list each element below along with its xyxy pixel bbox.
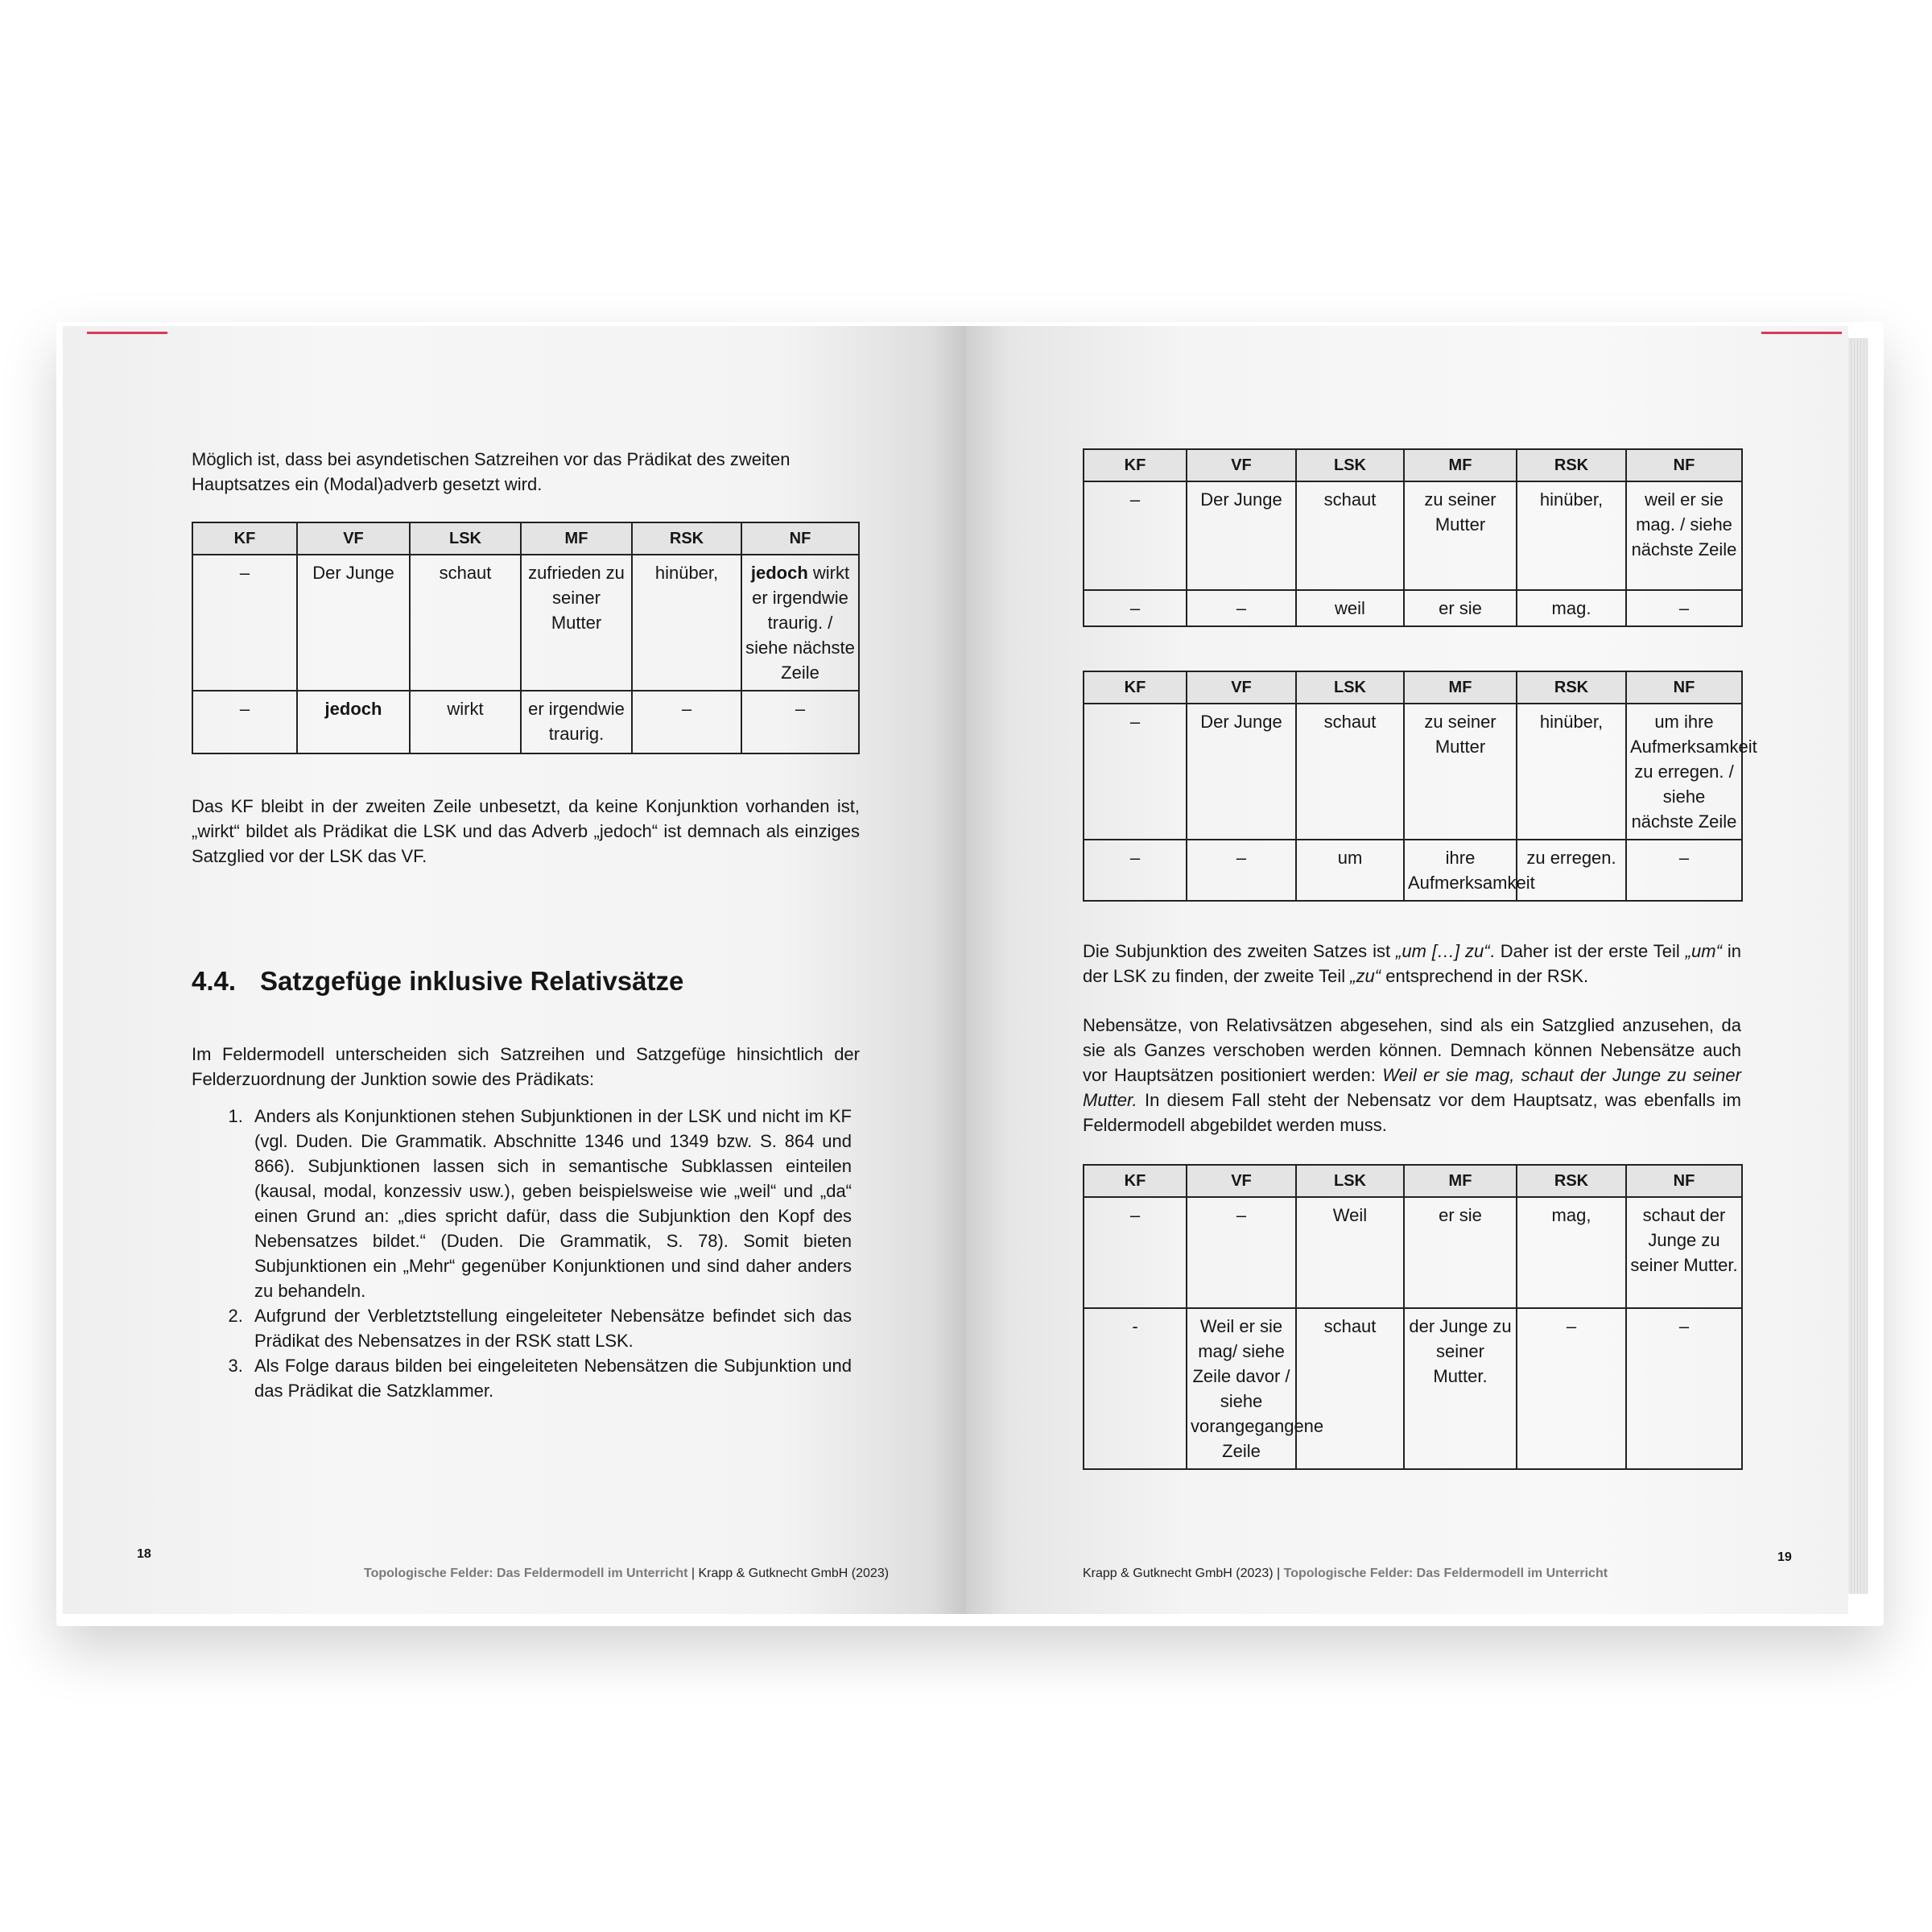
right-field-table-1 — [1083, 448, 1743, 627]
right-field-table-3 — [1083, 1164, 1743, 1470]
table-row — [192, 555, 859, 691]
cell-rsk: hinüber, — [1517, 481, 1626, 590]
cell-rsk: hinüber, — [632, 555, 741, 691]
italic-text: Weil er sie mag, schaut der Junge zu seiner Mutter. — [1083, 1065, 1741, 1110]
cell-nf: schaut der Junge zu seiner Mutter. — [1626, 1197, 1742, 1308]
right-footer — [1083, 1567, 1608, 1581]
list-item: 1. Anders als Konjunktionen stehen Subjunktionen in der LSK und nicht im KF (vgl. Duden. Die Grammatik. Abschnitte 1346 und 1349 bzw. S. 864 und 866). Subjunktionen lassen sich in semantische Subklassen einteilen (kausal, modal, konzessiv usw.), geben beispielsweise wie „weil“ und „da“ einen Grund an: „dies spricht dafür, dass die Subjunktion den Kopf des Nebensatzes bildet.“ (Duden. Die Grammatik, S. 78). Somit bieten Subjunktionen ein „Mehr“ gegenüber Konjunktionen und sind daher anders zu behandeln. — [248, 1104, 852, 1303]
header-lsk: LSK — [1296, 1165, 1404, 1197]
right-page-accent-line — [1761, 332, 1842, 334]
cell-kf: – — [1084, 704, 1187, 840]
table-row — [1084, 481, 1742, 590]
text: Nebensätze, von Relativsätzen abgesehen, sind als ein Satzglied anzusehen, da sie als Ganzes verschoben werden können. Demnach können Nebensätze auch vor Hauptsätzen positioniert werden: — [1083, 1015, 1741, 1085]
left-after-table-paragraph: Das KF bleibt in der zweiten Zeile unbesetzt, da keine Konjunktion vorhanden ist, „wirkt“ bildet als Prädikat die LSK und das Adverb „jedoch“ ist demnach als einziges Satzglied vor der LSK das VF. — [192, 796, 860, 866]
left-intro-paragraph: Möglich ist, dass bei asyndetischen Satzreihen vor das Prädikat des zweiten Hauptsatzes ein (Modal)adverb gesetzt wird. — [192, 449, 791, 494]
cell-kf: - — [1084, 1308, 1187, 1469]
cell-lsk: wirkt — [410, 691, 521, 753]
cell-mf: er sie — [1404, 1197, 1517, 1308]
cell-vf: Der Junge — [1187, 704, 1296, 840]
header-kf: KF — [1084, 1165, 1187, 1197]
header-vf: VF — [297, 522, 410, 555]
footer-publisher: Krapp & Gutknecht GmbH (2023) — [698, 1567, 890, 1580]
header-lsk: LSK — [1296, 449, 1404, 481]
cell-nf: weil er sie mag. / siehe nächste Zeile — [1626, 481, 1742, 590]
header-lsk: LSK — [410, 522, 521, 555]
header-vf: VF — [1187, 671, 1296, 704]
text: . Daher ist der erste Teil — [1489, 941, 1686, 961]
nf-text: wirkt er irgendwie traurig. / siehe nächste Zeile — [745, 563, 855, 683]
cell-mf: er sie — [1404, 590, 1517, 626]
cell-nf: – — [1626, 590, 1742, 626]
right-field-table-2 — [1083, 671, 1757, 902]
header-nf: NF — [1626, 449, 1742, 481]
cell-rsk: zu erregen. — [1517, 840, 1626, 901]
header-mf: MF — [1404, 449, 1517, 481]
cell-kf: – — [1084, 590, 1187, 626]
header-mf: MF — [1404, 1165, 1517, 1197]
cell-rsk: mag, — [1517, 1197, 1626, 1308]
table-row — [1084, 840, 1742, 901]
cell-mf: zu seiner Mutter — [1404, 481, 1517, 590]
header-mf: MF — [1404, 671, 1517, 704]
italic-text: „um“ — [1685, 941, 1722, 961]
cell-kf: – — [1084, 840, 1187, 901]
cell-lsk: schaut — [410, 555, 521, 691]
table-header-row — [1084, 1165, 1742, 1197]
header-rsk: RSK — [632, 522, 741, 555]
header-nf: NF — [1626, 1165, 1742, 1197]
cell-rsk: hinüber, — [1517, 704, 1626, 840]
cell-lsk: weil — [1296, 590, 1404, 626]
cell-vf: jedoch — [297, 691, 410, 753]
footer-publisher: Krapp & Gutknecht GmbH (2023) — [1083, 1567, 1274, 1580]
cell-kf: – — [192, 691, 297, 753]
numbered-list — [216, 1104, 852, 1403]
list-item: 3. Als Folge daraus bilden bei eingeleiteten Nebensätzen die Subjunktion und das Prädikat die Satzklammer. — [248, 1353, 852, 1403]
cell-vf: – — [1187, 840, 1296, 901]
cell-kf: – — [1084, 1197, 1187, 1308]
cell-rsk: mag. — [1517, 590, 1626, 626]
table-row — [192, 691, 859, 753]
cell-kf: – — [1084, 481, 1187, 590]
cell-lsk: um — [1296, 840, 1404, 901]
table-header-row — [1084, 449, 1742, 481]
cell-rsk: – — [1517, 1308, 1626, 1469]
text: Die Subjunktion des zweiten Satzes ist — [1083, 941, 1397, 961]
cell-mf: ihre Aufmerksamkeit — [1404, 840, 1517, 901]
cell-mf: zufrieden zu seiner Mutter — [521, 555, 632, 691]
table-row — [1084, 1197, 1742, 1308]
header-rsk: RSK — [1517, 1165, 1626, 1197]
section-heading — [192, 966, 860, 997]
cell-vf: Weil er sie mag/ siehe Zeile davor / siehe vorangegangene Zeile — [1187, 1308, 1296, 1469]
cell-mf: zu seiner Mutter — [1404, 704, 1517, 840]
header-nf: NF — [741, 522, 859, 555]
footer-separator: | — [1273, 1567, 1284, 1580]
left-footer — [364, 1567, 889, 1581]
header-vf: VF — [1187, 449, 1296, 481]
section-title: Satzgefüge inklusive Relativsätze — [260, 966, 684, 996]
cell-vf: – — [1187, 590, 1296, 626]
italic-text: „zu“ — [1350, 966, 1381, 986]
footer-separator: | — [687, 1567, 699, 1580]
nf-bold-text: jedoch — [750, 563, 808, 583]
cell-mf: der Junge zu seiner Mutter. — [1404, 1308, 1517, 1469]
cell-vf: – — [1187, 1197, 1296, 1308]
cell-nf: – — [741, 691, 859, 753]
cell-nf: um ihre Aufmerksamkeit zu erregen. / siehe nächste Zeile — [1626, 704, 1742, 840]
header-rsk: RSK — [1517, 671, 1626, 704]
header-nf: NF — [1626, 671, 1742, 704]
cell-lsk: schaut — [1296, 704, 1404, 840]
cell-rsk: – — [632, 691, 741, 753]
header-lsk: LSK — [1296, 671, 1404, 704]
footer-title: Topologische Felder: Das Feldermodell im Unterricht — [1283, 1567, 1608, 1580]
text: In diesem Fall steht der Nebensatz vor dem Hauptsatz, was ebenfalls im Feldermodell abgebildet werden muss. — [1083, 1090, 1741, 1135]
left-page-accent-line — [87, 332, 167, 334]
cell-lsk: schaut — [1296, 481, 1404, 590]
right-page-number: 19 — [1777, 1550, 1792, 1564]
header-kf: KF — [1084, 671, 1187, 704]
header-vf: VF — [1187, 1165, 1296, 1197]
left-field-table — [192, 522, 860, 754]
cell-mf: er irgendwie traurig. — [521, 691, 632, 753]
cell-nf: – — [1626, 840, 1742, 901]
left-page-number: 18 — [137, 1547, 151, 1561]
page-edges — [1848, 338, 1868, 1594]
cell-nf — [741, 555, 859, 691]
text: in der LSK zu finden, der zweite Teil — [1083, 941, 1741, 986]
table-row — [1084, 704, 1742, 840]
italic-text: „um […] zu“ — [1396, 941, 1490, 961]
header-kf: KF — [192, 522, 297, 555]
header-kf: KF — [1084, 449, 1187, 481]
text: entsprechend in der RSK. — [1381, 966, 1589, 986]
cell-kf: – — [192, 555, 297, 691]
table-header-row — [1084, 671, 1742, 704]
footer-title: Topologische Felder: Das Feldermodell im Unterricht — [364, 1567, 688, 1580]
cell-lsk: schaut — [1296, 1308, 1404, 1469]
table-row — [1084, 1308, 1742, 1469]
cell-vf: Der Junge — [1187, 481, 1296, 590]
table-header-row — [192, 522, 859, 555]
right-paragraph-1 — [1083, 939, 1741, 989]
table-row — [1084, 590, 1742, 626]
cell-vf: Der Junge — [297, 555, 410, 691]
cell-lsk: Weil — [1296, 1197, 1404, 1308]
header-rsk: RSK — [1517, 449, 1626, 481]
right-paragraph-2 — [1083, 1013, 1741, 1137]
section-number: 4.4. — [192, 966, 237, 996]
cell-nf: – — [1626, 1308, 1742, 1469]
list-item: 2. Aufgrund der Verbletztstellung eingeleiteter Nebensätze befindet sich das Prädikat des Nebensatzes in der RSK statt LSK. — [248, 1303, 852, 1353]
section-intro-paragraph: Im Feldermodell unterscheiden sich Satzreihen und Satzgefüge hinsichtlich der Felderzuordnung der Junktion sowie des Prädikats: — [192, 1044, 860, 1089]
header-mf: MF — [521, 522, 632, 555]
